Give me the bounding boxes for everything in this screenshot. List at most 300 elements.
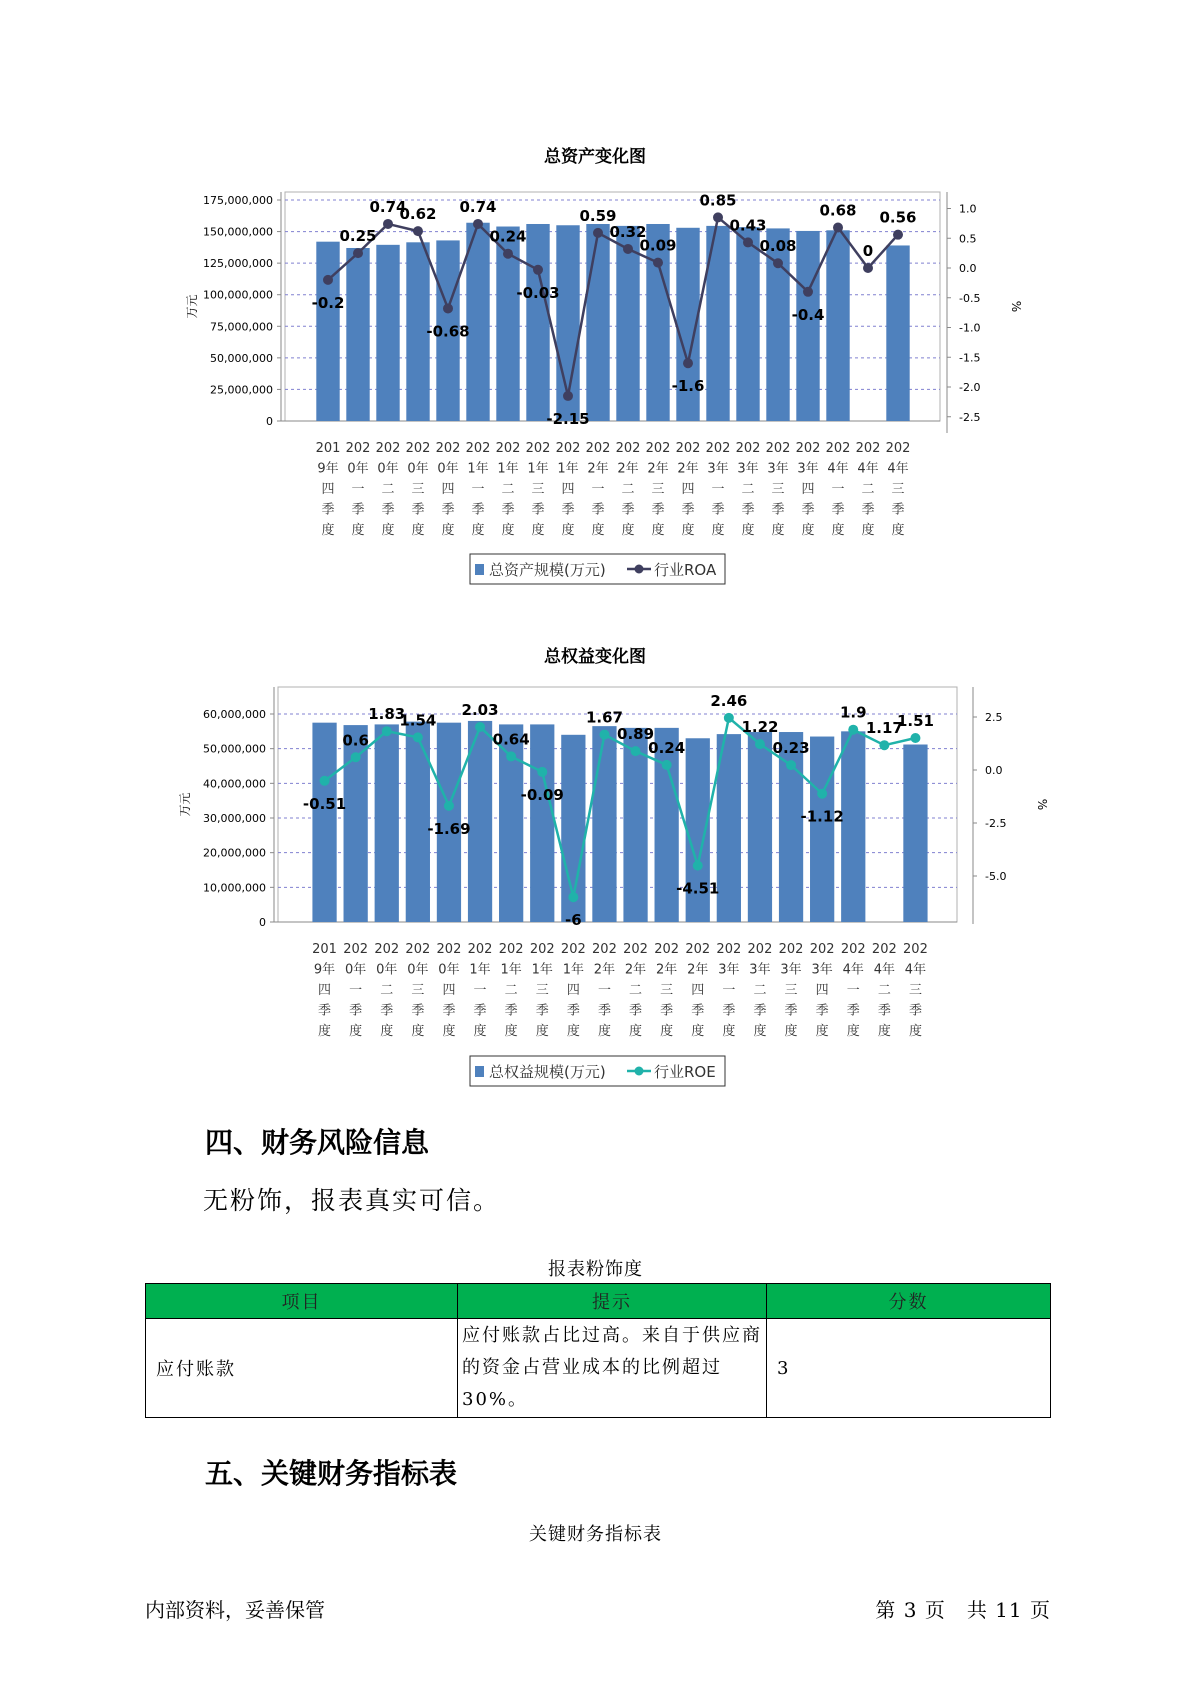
x-tick-label: 季 bbox=[318, 1003, 332, 1019]
y-tick-label: 20,000,000 bbox=[203, 846, 266, 860]
x-tick-label: 度 bbox=[877, 1024, 891, 1039]
x-tick-label: 四 bbox=[691, 983, 705, 998]
x-tick-label: 9年 bbox=[313, 962, 336, 978]
data-label: 1.9 bbox=[839, 703, 867, 722]
x-tick-label: 季 bbox=[591, 502, 605, 518]
x-tick-label: 3年 bbox=[749, 962, 771, 978]
x-tick-label: 度 bbox=[846, 1024, 860, 1039]
chart-bar bbox=[346, 248, 369, 421]
y2-tick-label: -5.0 bbox=[985, 870, 1007, 883]
chart-point bbox=[444, 801, 454, 811]
y2-tick-label: -0.5 bbox=[959, 291, 981, 305]
x-tick-label: 1年 bbox=[531, 962, 553, 978]
x-tick-label: 0年 bbox=[347, 461, 369, 477]
x-tick-label: 3年 bbox=[767, 461, 789, 477]
y2-tick-label: -2.0 bbox=[959, 381, 981, 394]
x-tick-label: 一 bbox=[711, 482, 725, 497]
chart-point bbox=[653, 258, 663, 268]
x-tick-label: 二 bbox=[741, 482, 755, 497]
chart-bar bbox=[375, 724, 399, 922]
chart-bar bbox=[526, 224, 549, 421]
x-tick-label: 度 bbox=[691, 1024, 705, 1039]
x-tick-label: 二 bbox=[621, 482, 635, 497]
x-tick-label: 度 bbox=[380, 1024, 394, 1039]
data-label: 0.68 bbox=[819, 201, 857, 220]
data-label: -0.68 bbox=[426, 322, 470, 341]
x-tick-label: 1年 bbox=[562, 962, 584, 978]
x-tick-label: 季 bbox=[504, 1003, 518, 1019]
x-tick-label: 3年 bbox=[797, 461, 819, 477]
x-tick-label: 四 bbox=[318, 983, 332, 998]
data-label: -4.51 bbox=[676, 879, 720, 898]
x-tick-label: 度 bbox=[908, 1024, 922, 1039]
data-label: -1.69 bbox=[427, 819, 471, 838]
x-tick-label: 三 bbox=[411, 482, 425, 497]
chart-point bbox=[786, 760, 796, 770]
data-label: -1.12 bbox=[800, 807, 844, 826]
x-tick-label: 季 bbox=[535, 1003, 549, 1019]
risk-table-caption: 报表粉饰度 bbox=[548, 1259, 643, 1280]
data-label: 0 bbox=[862, 242, 874, 260]
data-label: 0.43 bbox=[729, 216, 767, 235]
x-tick-label: 202 bbox=[654, 942, 680, 957]
x-tick-label: 度 bbox=[566, 1024, 580, 1039]
data-label: 1.83 bbox=[368, 705, 406, 724]
x-tick-label: 9年 bbox=[317, 461, 339, 477]
chart-title: 总资产变化图 bbox=[544, 147, 646, 167]
x-tick-label: 季 bbox=[321, 502, 335, 518]
x-tick-label: 0年 bbox=[376, 962, 398, 978]
x-tick-label: 2年 bbox=[593, 962, 616, 978]
y-tick-label: 10,000,000 bbox=[203, 881, 266, 895]
chart-bar bbox=[586, 224, 609, 421]
x-tick-label: 202 bbox=[903, 942, 928, 957]
x-tick-label: 一 bbox=[471, 482, 485, 497]
chart-point bbox=[533, 265, 543, 275]
x-tick-label: 四 bbox=[681, 482, 695, 497]
x-tick-label: 三 bbox=[535, 983, 549, 998]
section-heading-key-indicators: 五、关键财务指标表 bbox=[205, 1457, 458, 1490]
x-tick-label: 4年 bbox=[857, 461, 879, 477]
x-tick-label: 1年 bbox=[469, 962, 491, 978]
x-tick-label: 三 bbox=[651, 482, 665, 497]
x-tick-label: 季 bbox=[349, 1003, 363, 1019]
chart-point bbox=[351, 752, 361, 762]
data-label: -0.4 bbox=[791, 305, 825, 324]
x-tick-label: 季 bbox=[380, 1003, 394, 1019]
data-label: 0.62 bbox=[399, 205, 437, 224]
chart-bar bbox=[376, 245, 399, 421]
x-tick-label: 1年 bbox=[527, 461, 549, 477]
x-tick-label: 二 bbox=[877, 983, 891, 998]
x-tick-label: 0年 bbox=[437, 461, 459, 477]
y-tick-label: 150,000,000 bbox=[203, 225, 273, 239]
x-tick-label: 度 bbox=[501, 523, 515, 538]
chart-bar bbox=[903, 745, 927, 922]
x-tick-label: 季 bbox=[441, 502, 455, 518]
x-tick-label: 度 bbox=[711, 523, 725, 538]
x-tick-label: 四 bbox=[561, 482, 575, 497]
chart-point bbox=[848, 725, 858, 735]
x-tick-label: 季 bbox=[597, 1003, 611, 1019]
x-tick-label: 202 bbox=[343, 942, 369, 957]
footer-page-number: 第 3 页 共 11 页 bbox=[875, 1598, 1051, 1622]
x-tick-label: 度 bbox=[815, 1024, 829, 1039]
x-tick-label: 季 bbox=[621, 502, 635, 518]
legend-line-marker bbox=[635, 565, 644, 574]
x-tick-label: 3年 bbox=[707, 461, 729, 477]
chart-point bbox=[724, 713, 734, 723]
table-header-row bbox=[146, 1284, 1051, 1319]
data-label: 0.56 bbox=[879, 208, 917, 227]
x-tick-label: 202 bbox=[374, 942, 400, 957]
x-tick-label: 202 bbox=[885, 441, 911, 456]
x-tick-label: 3年 bbox=[718, 962, 740, 978]
x-tick-label: 二 bbox=[861, 482, 875, 497]
chart-point bbox=[773, 258, 783, 268]
x-tick-label: 4年 bbox=[842, 962, 864, 978]
x-tick-label: 度 bbox=[801, 523, 815, 538]
x-tick-label: 度 bbox=[891, 523, 905, 538]
x-tick-label: 度 bbox=[351, 523, 365, 538]
chart-point bbox=[662, 760, 672, 770]
x-tick-label: 202 bbox=[436, 942, 462, 957]
x-tick-label: 4年 bbox=[887, 461, 909, 477]
x-tick-label: 度 bbox=[471, 523, 485, 538]
chart-point bbox=[623, 244, 633, 254]
data-label: 1.54 bbox=[399, 711, 437, 730]
chart-point bbox=[631, 746, 641, 756]
chart-point bbox=[743, 237, 753, 247]
x-tick-label: 202 bbox=[871, 942, 897, 957]
x-tick-label: 度 bbox=[722, 1024, 736, 1039]
y2-axis-label: % bbox=[1009, 300, 1023, 313]
x-tick-label: 度 bbox=[318, 1024, 332, 1039]
x-tick-label: 季 bbox=[681, 502, 695, 518]
chart-point bbox=[443, 303, 453, 313]
x-tick-label: 二 bbox=[504, 983, 518, 998]
x-tick-label: 度 bbox=[831, 523, 845, 538]
x-tick-label: 季 bbox=[471, 502, 485, 518]
x-tick-label: 1年 bbox=[500, 962, 522, 978]
x-tick-label: 度 bbox=[441, 523, 455, 538]
chart-bar bbox=[826, 230, 849, 421]
chart-bar bbox=[748, 732, 772, 922]
chart-point bbox=[893, 230, 903, 240]
x-tick-label: 202 bbox=[795, 441, 821, 456]
x-tick-label: 度 bbox=[621, 523, 635, 538]
x-tick-label: 1年 bbox=[557, 461, 579, 477]
x-tick-label: 度 bbox=[597, 1024, 611, 1039]
x-tick-label: 度 bbox=[411, 523, 425, 538]
x-tick-label: 度 bbox=[651, 523, 665, 538]
data-label: 0.32 bbox=[609, 222, 647, 241]
x-tick-label: 0年 bbox=[407, 461, 429, 477]
y-tick-label: 50,000,000 bbox=[210, 351, 273, 365]
chart-point bbox=[475, 722, 485, 732]
data-label: -6 bbox=[565, 911, 582, 930]
chart-bar bbox=[592, 726, 616, 922]
chart-point bbox=[323, 275, 333, 285]
x-tick-label: 202 bbox=[495, 441, 521, 456]
y2-tick-label: -1.5 bbox=[959, 351, 981, 365]
x-tick-label: 季 bbox=[711, 502, 725, 518]
x-tick-label: 三 bbox=[908, 983, 922, 998]
x-tick-label: 4年 bbox=[904, 962, 927, 978]
table-cell-score: 3 bbox=[767, 1319, 1051, 1418]
x-tick-label: 度 bbox=[660, 1024, 674, 1039]
x-tick-label: 二 bbox=[501, 482, 515, 497]
x-tick-label: 季 bbox=[846, 1003, 860, 1019]
chart-bar bbox=[655, 728, 679, 922]
x-tick-label: 度 bbox=[784, 1024, 798, 1039]
x-tick-label: 2年 bbox=[587, 461, 609, 477]
chart-point bbox=[506, 751, 516, 761]
y-tick-label: 50,000,000 bbox=[203, 742, 266, 756]
x-tick-label: 度 bbox=[349, 1024, 363, 1039]
chart-point bbox=[863, 263, 873, 273]
x-tick-label: 202 bbox=[498, 942, 524, 957]
chart-point bbox=[713, 212, 723, 222]
x-tick-label: 季 bbox=[381, 502, 395, 518]
chart-bar bbox=[736, 227, 759, 421]
x-tick-label: 度 bbox=[321, 523, 335, 538]
y-tick-label: 75,000,000 bbox=[210, 320, 273, 334]
x-tick-label: 202 bbox=[735, 441, 761, 456]
x-tick-label: 2年 bbox=[617, 461, 639, 477]
chart-point bbox=[413, 732, 423, 742]
chart-point bbox=[833, 223, 843, 233]
report-embellishment-table bbox=[145, 1283, 1051, 1418]
x-tick-label: 0年 bbox=[345, 962, 367, 978]
chart-bar bbox=[623, 728, 647, 922]
x-tick-label: 2年 bbox=[677, 461, 699, 477]
x-tick-label: 季 bbox=[411, 502, 425, 518]
data-label: 0.08 bbox=[759, 237, 797, 256]
x-tick-label: 季 bbox=[351, 502, 365, 518]
table-cell-hint: 应付账款占比过高。来自于供应商的资金占营业成本的比例超过30%。 bbox=[458, 1319, 767, 1418]
x-tick-label: 季 bbox=[442, 1003, 456, 1019]
x-tick-label: 季 bbox=[891, 502, 905, 518]
x-tick-label: 度 bbox=[771, 523, 785, 538]
x-tick-label: 202 bbox=[592, 942, 617, 957]
x-tick-label: 度 bbox=[741, 523, 755, 538]
x-tick-label: 季 bbox=[501, 502, 515, 518]
x-tick-label: 季 bbox=[691, 1003, 705, 1019]
data-label: 1.22 bbox=[741, 718, 779, 737]
x-tick-label: 一 bbox=[722, 983, 736, 998]
data-label: -0.2 bbox=[311, 293, 345, 312]
data-label: 0.24 bbox=[648, 738, 686, 757]
x-tick-label: 季 bbox=[877, 1003, 891, 1019]
chart-point bbox=[879, 740, 889, 750]
chart-point bbox=[803, 287, 813, 297]
x-tick-label: 季 bbox=[908, 1003, 922, 1019]
y2-tick-label: 0.0 bbox=[985, 764, 1003, 777]
x-tick-label: 一 bbox=[473, 983, 487, 998]
x-tick-label: 202 bbox=[705, 441, 731, 456]
x-tick-label: 季 bbox=[660, 1003, 674, 1019]
total-assets-chart bbox=[0, 140, 1191, 600]
legend-bar-swatch bbox=[475, 564, 484, 575]
data-label: -0.03 bbox=[516, 283, 560, 302]
x-tick-label: 202 bbox=[645, 441, 671, 456]
legend-bar-label: 总权益规模(万元) bbox=[489, 1063, 606, 1081]
x-tick-label: 季 bbox=[722, 1003, 736, 1019]
chart-point bbox=[568, 892, 578, 902]
x-tick-label: 4年 bbox=[873, 962, 895, 978]
x-tick-label: 度 bbox=[381, 523, 395, 538]
legend-line-marker bbox=[635, 1067, 644, 1076]
chart-point bbox=[817, 789, 827, 799]
risk-summary-text: 无粉饰，报表真实可信。 bbox=[203, 1186, 501, 1215]
x-tick-label: 二 bbox=[380, 983, 394, 998]
x-tick-label: 4年 bbox=[827, 461, 849, 477]
data-label: 0.89 bbox=[617, 725, 655, 744]
x-tick-label: 0年 bbox=[438, 962, 460, 978]
x-tick-label: 2年 bbox=[687, 962, 709, 978]
y-tick-label: 30,000,000 bbox=[203, 812, 266, 825]
x-tick-label: 度 bbox=[504, 1024, 518, 1039]
x-tick-label: 季 bbox=[861, 502, 875, 518]
legend-bar-swatch bbox=[475, 1066, 484, 1077]
x-tick-label: 度 bbox=[629, 1024, 643, 1039]
data-label: 0.74 bbox=[369, 197, 407, 216]
data-label: 0.23 bbox=[772, 739, 810, 758]
y-tick-label: 175,000,000 bbox=[203, 194, 273, 207]
y2-tick-label: -2.5 bbox=[959, 410, 981, 424]
table-header-hint: 提示 bbox=[458, 1284, 767, 1319]
chart-bar bbox=[810, 737, 834, 922]
x-tick-label: 四 bbox=[801, 482, 815, 497]
x-tick-label: 0年 bbox=[407, 962, 429, 978]
x-tick-label: 一 bbox=[846, 983, 860, 998]
x-tick-label: 四 bbox=[815, 983, 829, 998]
chart-point bbox=[473, 219, 483, 229]
total-equity-chart-svg bbox=[0, 640, 1191, 1100]
x-tick-label: 202 bbox=[560, 942, 586, 957]
chart-point bbox=[755, 739, 765, 749]
y-tick-label: 100,000,000 bbox=[203, 288, 273, 302]
chart-point bbox=[593, 228, 603, 238]
x-tick-label: 202 bbox=[405, 441, 431, 456]
y2-tick-label: 2.5 bbox=[985, 711, 1003, 724]
x-tick-label: 四 bbox=[441, 482, 455, 497]
data-label: 0.25 bbox=[339, 227, 377, 246]
x-tick-label: 2年 bbox=[656, 962, 678, 978]
x-tick-label: 度 bbox=[442, 1024, 456, 1039]
x-tick-label: 一 bbox=[349, 983, 363, 998]
data-label: 2.03 bbox=[461, 700, 499, 719]
x-tick-label: 四 bbox=[566, 983, 580, 998]
x-tick-label: 202 bbox=[675, 441, 701, 456]
x-tick-label: 202 bbox=[747, 942, 773, 957]
x-tick-label: 202 bbox=[825, 441, 851, 456]
x-tick-label: 度 bbox=[531, 523, 545, 538]
chart-point bbox=[382, 726, 392, 736]
y2-axis-label: % bbox=[1035, 798, 1049, 811]
x-tick-label: 度 bbox=[411, 1024, 425, 1039]
y2-tick-label: -1.0 bbox=[959, 321, 981, 335]
y2-tick-label: -2.5 bbox=[985, 817, 1007, 830]
x-tick-label: 二 bbox=[381, 482, 395, 497]
total-equity-chart bbox=[0, 640, 1191, 1100]
section-heading-financial-risk: 四、财务风险信息 bbox=[205, 1126, 430, 1159]
x-tick-label: 四 bbox=[321, 482, 335, 497]
x-tick-label: 202 bbox=[765, 441, 791, 456]
x-tick-label: 三 bbox=[660, 983, 674, 998]
x-tick-label: 202 bbox=[467, 942, 493, 957]
x-tick-label: 三 bbox=[531, 482, 545, 497]
data-label: -2.15 bbox=[546, 409, 590, 428]
table-header-score: 分数 bbox=[767, 1284, 1051, 1319]
x-tick-label: 度 bbox=[561, 523, 575, 538]
data-label: -1.6 bbox=[671, 377, 705, 396]
chart-point bbox=[413, 226, 423, 236]
data-label: 0.64 bbox=[492, 730, 530, 749]
y-tick-label: 0 bbox=[266, 415, 273, 428]
x-tick-label: 202 bbox=[529, 942, 555, 957]
x-tick-label: 2年 bbox=[624, 962, 647, 978]
data-label: 1.51 bbox=[896, 711, 934, 730]
legend-line-label: 行业ROE bbox=[654, 1063, 716, 1081]
x-tick-label: 季 bbox=[473, 1003, 487, 1019]
footer-confidential-note: 内部资料，妥善保管 bbox=[145, 1598, 325, 1622]
y-tick-label: 125,000,000 bbox=[203, 257, 273, 271]
x-tick-label: 一 bbox=[351, 482, 365, 497]
x-tick-label: 季 bbox=[411, 1003, 425, 1019]
chart-bar bbox=[886, 245, 909, 421]
x-tick-label: 3年 bbox=[811, 962, 833, 978]
data-label: 0.24 bbox=[489, 227, 527, 246]
x-tick-label: 季 bbox=[561, 502, 575, 518]
chart-bar bbox=[616, 226, 639, 421]
x-tick-label: 2年 bbox=[647, 461, 669, 477]
chart-bar bbox=[316, 242, 339, 421]
x-tick-label: 度 bbox=[591, 523, 605, 538]
chart-bar bbox=[796, 231, 819, 421]
data-label: 2.46 bbox=[710, 691, 748, 710]
x-tick-label: 季 bbox=[815, 1003, 829, 1019]
x-tick-label: 202 bbox=[375, 441, 401, 456]
key-indicators-table-caption: 关键财务指标表 bbox=[529, 1524, 662, 1545]
x-tick-label: 202 bbox=[615, 441, 641, 456]
x-tick-label: 季 bbox=[531, 502, 545, 518]
chart-point bbox=[683, 358, 693, 368]
legend-line-label: 行业ROA bbox=[654, 561, 717, 579]
chart-bar bbox=[841, 731, 865, 922]
data-label: 0.09 bbox=[639, 236, 677, 255]
y-axis-label: 万元 bbox=[178, 792, 192, 817]
x-tick-label: 202 bbox=[405, 942, 431, 957]
y2-tick-label: 0.0 bbox=[959, 262, 977, 275]
x-tick-label: 3年 bbox=[737, 461, 759, 477]
y-tick-label: 60,000,000 bbox=[203, 708, 266, 721]
x-tick-label: 季 bbox=[651, 502, 665, 518]
chart-point bbox=[320, 776, 330, 786]
x-tick-label: 一 bbox=[831, 482, 845, 497]
x-tick-label: 度 bbox=[861, 523, 875, 538]
x-tick-label: 201 bbox=[312, 942, 337, 957]
table-header-item: 项目 bbox=[146, 1284, 458, 1319]
chart-bar bbox=[312, 723, 336, 922]
x-tick-label: 度 bbox=[473, 1024, 487, 1039]
chart-title: 总权益变化图 bbox=[544, 647, 646, 667]
x-tick-label: 三 bbox=[771, 482, 785, 497]
x-tick-label: 季 bbox=[771, 502, 785, 518]
x-tick-label: 1年 bbox=[497, 461, 519, 477]
x-tick-label: 202 bbox=[435, 441, 461, 456]
